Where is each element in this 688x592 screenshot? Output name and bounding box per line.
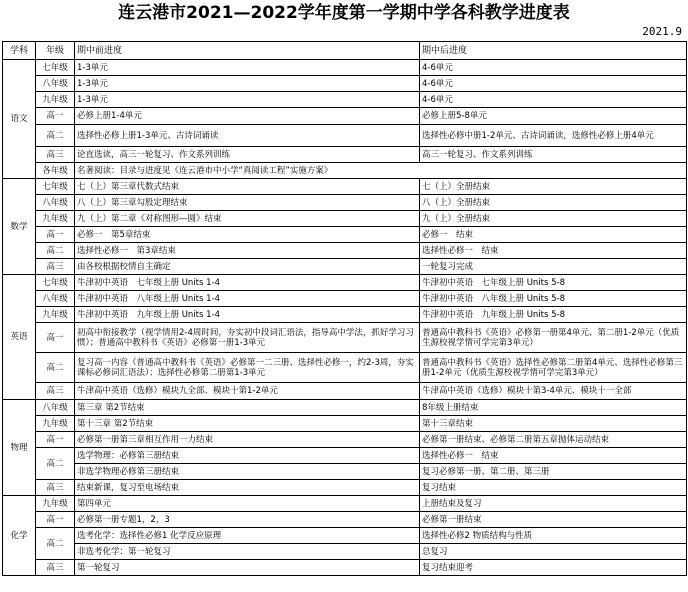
header-before-midterm: 期中前进度 [75,42,420,60]
grade-cell: 高一 [36,227,75,243]
before-midterm-cell: 第一轮复习 [75,560,420,576]
after-midterm-cell: 牛津初中英语 七年级上册 Units 5-8 [420,275,687,291]
before-midterm-cell: 牛津初中英语 九年级上册 Units 1-4 [75,307,420,323]
table-row [3,92,687,108]
before-midterm-cell: 1-3单元 [75,92,420,108]
after-midterm-cell: 选择性必修中册1-2单元、古诗词诵读，选修性必修上册4单元 [420,125,687,147]
grade-cell: 高二 [36,528,75,560]
table-row [3,544,687,560]
after-midterm-cell: 必修上册5-8单元 [420,108,687,125]
subject-cell: 物理 [3,400,36,496]
subject-cell: 英语 [3,275,36,400]
table-row [3,416,687,432]
before-midterm-cell: 牛津初中英语 七年级上册 Units 1-4 [75,275,420,291]
after-midterm-cell: 牛津初中英语 九年级上册 Units 5-8 [420,307,687,323]
merged-progress-cell: 名著阅读：目录与进度见《连云港市中小学“真阅读工程”实施方案》 [75,163,687,179]
after-midterm-cell: 牛津初中英语 八年级上册 Units 5-8 [420,291,687,307]
table-row [3,464,687,480]
before-midterm-cell: 必修第一册第三章相互作用一力结束 [75,432,420,448]
before-midterm-cell: 1-3单元 [75,60,420,76]
table-row [3,179,687,195]
grade-cell: 高二 [36,125,75,147]
before-midterm-cell: 非选考化学：第一轮复习 [75,544,420,560]
before-midterm-cell: 牛津高中英语（选修）模块九全部、模块十第1-2单元 [75,383,420,400]
after-midterm-cell: 4-6单元 [420,60,687,76]
grade-cell: 九年级 [36,416,75,432]
header-grade: 年级 [36,42,75,60]
grade-cell: 高一 [36,108,75,125]
after-midterm-cell: 一轮复习完成 [420,259,687,275]
grade-cell: 高三 [36,147,75,163]
grade-cell: 九年级 [36,496,75,512]
table-row [3,512,687,528]
table-row [3,432,687,448]
before-midterm-cell: 第十三章 第2节结束 [75,416,420,432]
after-midterm-cell: 必修一 结束 [420,227,687,243]
grade-cell: 高三 [36,560,75,576]
after-midterm-cell: 4-6单元 [420,76,687,92]
grade-cell: 高二 [36,448,75,480]
after-midterm-cell: 4-6单元 [420,92,687,108]
table-row [3,60,687,76]
table-row [3,353,687,383]
table-row [3,211,687,227]
table-row [3,448,687,464]
grade-cell: 九年级 [36,211,75,227]
header-subject: 学科 [3,42,36,60]
table-row [3,108,687,125]
grade-cell: 高三 [36,480,75,496]
after-midterm-cell: 必修第一册结束、必修第二册第五章抛体运动结束 [420,432,687,448]
after-midterm-cell: 选择性必修一 结束 [420,243,687,259]
subject-cell: 化学 [3,496,36,576]
before-midterm-cell: 选择性必修上册1-3单元、古诗词诵读 [75,125,420,147]
page-title: 连云港市2021—2022学年度第一学期中学各科教学进度表 [118,3,570,23]
table-row [3,227,687,243]
before-midterm-cell: 论直选读，高三一轮复习、作文系列训练 [75,147,420,163]
table-row [3,125,687,147]
date-label: 2021.9 [642,25,682,38]
table-row [3,195,687,211]
after-midterm-cell: 七（上）全册结束 [420,179,687,195]
before-midterm-cell: 非选学物理必修第三册结束 [75,464,420,480]
header-row [3,42,687,60]
header-after-midterm: 期中后进度 [420,42,687,60]
before-midterm-cell: 选学物理：必修第三册结束 [75,448,420,464]
grade-cell: 高一 [36,323,75,353]
before-midterm-cell: 1-3单元 [75,76,420,92]
after-midterm-cell: 复习结束 [420,480,687,496]
grade-cell: 八年级 [36,76,75,92]
subject-cell: 数学 [3,179,36,275]
before-midterm-cell: 牛津初中英语 八年级上册 Units 1-4 [75,291,420,307]
table-row [3,528,687,544]
table-row [3,259,687,275]
before-midterm-cell: 必修第一册专题1，2，3 [75,512,420,528]
grade-cell: 高二 [36,353,75,383]
after-midterm-cell: 八（上）全册结束 [420,195,687,211]
after-midterm-cell: 上册结束及复习 [420,496,687,512]
progress-table [2,41,687,576]
table-row [3,291,687,307]
table-row [3,275,687,291]
table-row [3,147,687,163]
grade-cell: 八年级 [36,195,75,211]
grade-cell: 七年级 [36,275,75,291]
grade-cell: 高二 [36,243,75,259]
table-row [3,400,687,416]
table-row [3,243,687,259]
before-midterm-cell: 初高中衔接教学（视学情用2-4周时间，夯实初中段词汇语法，指导高中学法，抓好学习习惯）；普通高中教科书《英语》必修第一册1-3单元 [75,323,420,353]
table-row [3,383,687,400]
grade-cell: 八年级 [36,400,75,416]
before-midterm-cell: 第四单元 [75,496,420,512]
table-row [3,307,687,323]
after-midterm-cell: 复习结束迎考 [420,560,687,576]
before-midterm-cell: 必修一 第5章结束 [75,227,420,243]
grade-cell: 七年级 [36,60,75,76]
table-row [3,496,687,512]
after-midterm-cell: 高三一轮复习、作文系列训练 [420,147,687,163]
table-row [3,323,687,353]
grade-cell: 高一 [36,432,75,448]
before-midterm-cell: 八（上）第三章勾股定理结束 [75,195,420,211]
after-midterm-cell: 选择性必修2 物质结构与性质 [420,528,687,544]
after-midterm-cell: 九（上）全册结束 [420,211,687,227]
after-midterm-cell: 必修第一册结束 [420,512,687,528]
before-midterm-cell: 选考化学：选择性必修1 化学反应原理 [75,528,420,544]
table-row [3,76,687,92]
grade-cell: 八年级 [36,291,75,307]
after-midterm-cell: 8年级上册结束 [420,400,687,416]
after-midterm-cell: 第十三章结束 [420,416,687,432]
table-row [3,163,687,179]
subject-cell: 语文 [3,60,36,179]
grade-cell: 高三 [36,383,75,400]
after-midterm-cell: 选择性必修一 结束 [420,448,687,464]
table-row [3,560,687,576]
before-midterm-cell: 选择性必修一 第3章结束 [75,243,420,259]
before-midterm-cell: 九（上）第二章《对称图形—圆》结束 [75,211,420,227]
before-midterm-cell: 必修上册1-4单元 [75,108,420,125]
after-midterm-cell: 普通高中教科书《英语》选择性必修第二册第4单元、选择性必修第三册1-2单元（优质生源校视学情可学完第3单元） [420,353,687,383]
grade-cell: 九年级 [36,307,75,323]
before-midterm-cell: 七（上）第三章代数式结束 [75,179,420,195]
table-row [3,480,687,496]
before-midterm-cell: 结束新课，复习至电场结束 [75,480,420,496]
grade-cell: 高三 [36,259,75,275]
before-midterm-cell: 由各校根据校情自主确定 [75,259,420,275]
grade-cell: 九年级 [36,92,75,108]
after-midterm-cell: 普通高中教科书《英语》必修第一册第4单元、第二册1-2单元（优质生源校视学情可学完第3单元） [420,323,687,353]
before-midterm-cell: 复习高一内容（普通高中教科书《英语》必修第一二三册、选择性必修一，约2-3周，夯实课标必修词汇语法）；选择性必修第二册第1-3单元 [75,353,420,383]
grade-cell: 七年级 [36,179,75,195]
grade-cell: 各年级 [36,163,75,179]
after-midterm-cell: 总复习 [420,544,687,560]
after-midterm-cell: 牛津高中英语（选修）模块十第3-4单元、模块十一全部 [420,383,687,400]
grade-cell: 高一 [36,512,75,528]
after-midterm-cell: 复习必修第一册、第二册、第三册 [420,464,687,480]
before-midterm-cell: 第三章 第2节结束 [75,400,420,416]
